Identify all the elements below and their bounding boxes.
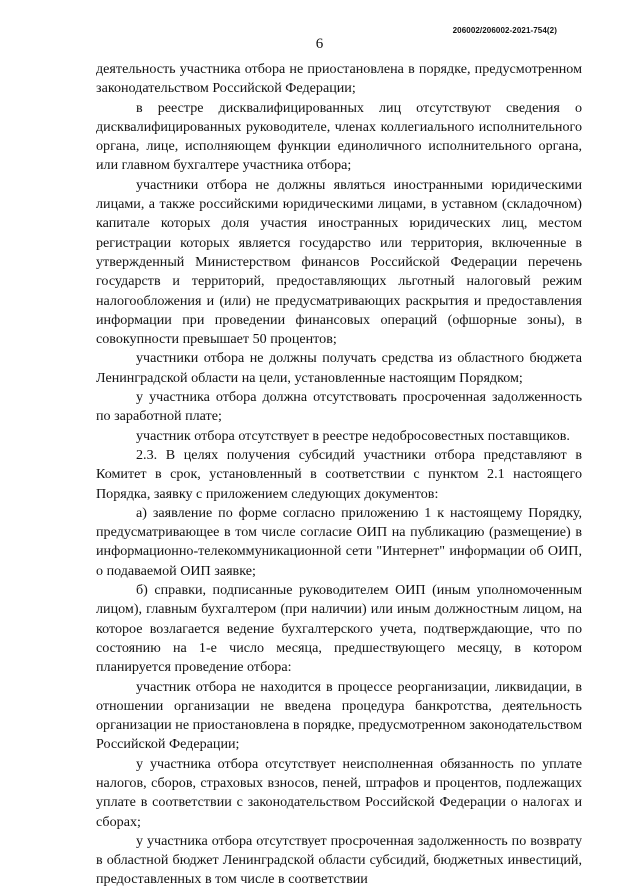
paragraph-10: участник отбора не находится в процессе реорганизации, ликвидации, в отношении организации не введена процедура банкротства, деятельность организации не приостановлена в порядке, предусмотренном законодательством Российской Федерации; — [96, 678, 582, 753]
document-id: 206002/206002-2021-754(2) — [452, 26, 557, 35]
paragraph-1: деятельность участника отбора не приостановлена в порядке, предусмотренном законодательством Российской Федерации; — [96, 61, 582, 97]
paragraph-12: у участника отбора отсутствует просроченная задолженность по возврату в областной бюджет Ленинградской области субсидий, бюджетных инвестиций, предоставленных в том числе в соответствии — [96, 832, 582, 888]
paragraph-5: у участника отбора должна отсутствовать просроченная задолженность по заработной плате; — [96, 389, 582, 425]
paragraph-2: в реестре дисквалифицированных лиц отсутствуют сведения о дисквалифицированных руководителе, членах коллегиального исполнительного органа, лице, исполняющем функции единоличного исполнительного органа, или главном бухгалтере участника отбора; — [96, 99, 582, 174]
paragraph-4: участники отбора не должны получать средства из областного бюджета Ленинградской области на цели, установленные настоящим Порядком; — [96, 350, 582, 386]
paragraph-9: б) справки, подписанные руководителем ОИП (иным уполномоченным лицом), главным бухгалтером (при наличии) или иным должностным лицом, на которое возлагается ведение бухгалтерского учета, подтверждающие, что по состоянию на 1-е число месяца, предшествующего месяцу, в котором планируется проведение отбора: — [96, 582, 582, 676]
document-body — [96, 60, 582, 890]
paragraph-11: у участника отбора отсутствует неисполненная обязанность по уплате налогов, сборов, страховых взносов, пеней, штрафов и процентов, подлежащих уплате в соответствии с законодательством Российской Федерации о налогах и сборах; — [96, 755, 582, 830]
paragraph-7: 2.3. В целях получения субсидий участники отбора представляют в Комитет в срок, установленный в соответствии с пунктом 2.1 настоящего Порядка, заявку с приложением следующих документов: — [96, 446, 582, 502]
paragraph-6: участник отбора отсутствует в реестре недобросовестных поставщиков. — [136, 427, 570, 444]
paragraph-3: участники отбора не должны являться иностранными юридическими лицами, а также российскими юридическими лицами, в уставном (складочном) капитале которых доля участия иностранных юридических лиц, местом регистрации которых является государство или территория, включенные в утвержденный Министерством финансов Российской Федерации перечень государств и территорий, предоставляющих льготный налоговый режим налогообложения и (или) не предусматривающих раскрытия и предоставления информации при проведении финансовых операций (офшорные зоны), в совокупности превышает 50 процентов; — [96, 176, 582, 348]
page-number: 6 — [315, 36, 324, 52]
paragraph-8: а) заявление по форме согласно приложению 1 к настоящему Порядку, предусматривающее в том числе согласие ОИП на публикацию (размещение) в информационно-телекоммуникационной сети "Интернет" информации об ОИП, о подаваемой ОИП заявке; — [96, 504, 582, 579]
